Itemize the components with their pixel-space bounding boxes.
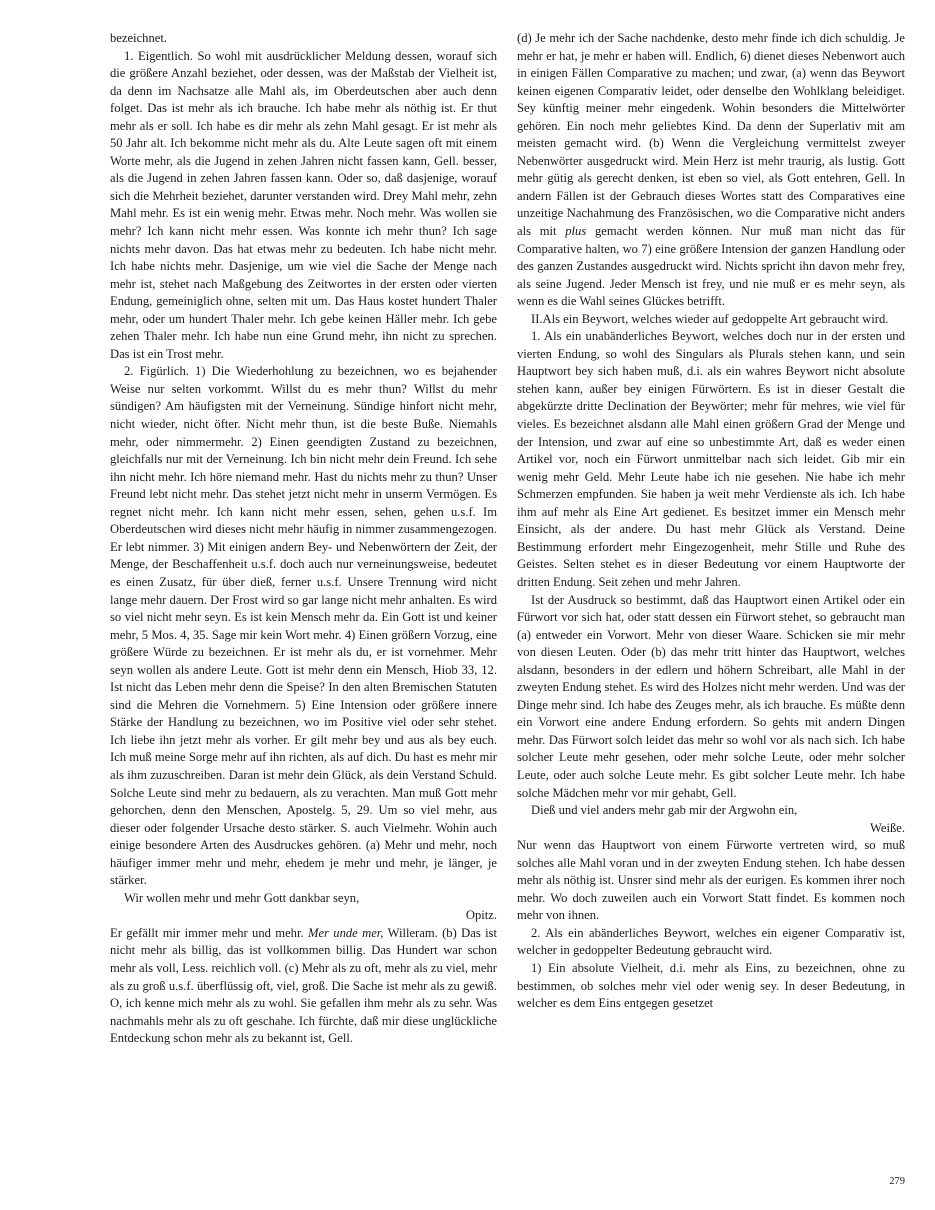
verse-quote: Wir wollen mehr und mehr Gott dankbar seyn, (124, 890, 360, 905)
quote-attribution: Weiße. (869, 820, 905, 835)
paragraph-figuerlich: 2. Figürlich. 1) Die Wiederhohlung zu bezeichnen, wo es bejahender Weise nur selten vorkommt. Willst du es mehr thun? Willst du mehr sündigen? Am häufigsten mit der Verneinung. Sündige hinfort nicht mehr, nicht wieder, nicht öfter. Nicht mehr thun, ist die beste Buße. Niemahls mehr, oder nimmermehr. 2) Einen geendigten Zustand zu bezeichnen, gleichfalls nur mit der Verneinung. Ich bin nicht mehr dein Freund. Ich sehe ihn nicht mehr. Ich höre niemand mehr. Hast du nichts mehr zu thun? Unser Freund lebt nicht mehr. Das stehet jetzt nicht mehr in unserm Vermögen. Es regnet nicht mehr. Ich kann nicht mehr essen, sehen, gehen u.s.f. Im Oberdeutschen wird dieses nicht mehr häufig in nimmer zusammengezogen. Er lebt nimmer. 3) Mit einigen andern Bey- und Nebenwörtern der Zeit, der Menge, der Beschaffenheit u.s.f. doch auch nur verneinungsweise, bedeutet es einen Zusatz, für über dieß, ferner u.s.f. Unsere Trennung wird nicht lange mehr dauern. Der Frost wird so gar lange nicht mehr anhalten. Es wird so viel nicht mehr seyn. Es ist kein Mensch mehr da. Ein Gott ist und keiner mehr, 5 Mos. 4, 35. Sage mir kein Wort mehr. 4) Einen größern Vorzug, eine größere Würde zu bezeichnen. Er ist mehr als du, er ist vornehmer. Mehr seyn wollen als andere Leute. Gott ist mehr denn ein Mensch, Hiob 33, 12. Ist nicht das Leben mehr denn die Speise? In den alten Bremischen Statuten sind die Mehren die Vornehmern. 5) Eine Intension oder größere innere Stärke der Handlung zu bezeichnen, wo im Positive viel oder sehr stehet. Ich liebe ihn jetzt mehr als vorher. Er gilt mehr bey und aus als bey euch. Ich muß meine Sorge mehr auf ihn richten, als auf dich. Du hast es mehr mir als ihm zuzuschreiben. Daran ist mehr dein Glück, als dein Verstand Schuld. Solche Leute sind mehr zu bedauern, als zu verachten. Man muß Gott mehr gehorchen, denn den Menschen, Apostelg. 5, 29. Um so viel mehr, aus dieser oder folgender Ursache desto stärker. S. auch Vielmehr. Wohin auch einige besondere Arten des Ausdruckes gehören. (a) Mehr und mehr, noch häufiger immer mehr und mehr, ehedem je mehr und mehr, je länger, je stärker. (110, 364, 497, 888)
left-column (110, 30, 497, 1048)
paragraph-absolute-vielheit: 1) Ein absolute Vielheit, d.i. mehr als Eins, zu bezeichnen, ohne zu bestimmen, ob solches mehr viel oder wenig sey. In deser Bedeutung, in welcher es dem Eins entgegen gesetzet (517, 960, 905, 1011)
paragraph-abaenderlich: 2. Als ein abänderliches Beywort, welches ein eigener Comparativ ist, welcher in gedoppelter Bedeutung gebraucht wird. (517, 925, 905, 958)
text-run: gemacht werden können. Nur muß man nicht das für Comparative halten, wo 7) eine größere Intension der ganzen Handlung oder des ganzen Zustandes ausgedruckt wird. Nichts spricht ihn davon mehr frey, als seine Jugend. Jeder Mensch ist frey, und nie muß er es mehr seyn, als wenn es die Wahl seines Glückes betrifft. (517, 224, 905, 309)
verse-quote: Dieß und viel anders mehr gab mir der Argwohn ein, (531, 803, 798, 818)
text-run: Er gefällt mir immer mehr und mehr. (110, 925, 308, 940)
italic-term-plus: plus (565, 224, 587, 239)
paragraph-bezeichnet: bezeichnet. (110, 31, 167, 45)
paragraph-unabaenderlich: 1. Als ein unabänderliches Beywort, welches doch nur in der ersten und vierten Endung, so wohl des Singulars als Plurals stehen kann, und sein Hauptwort bey sich haben muß, d.i. als ein wahres Beywort nicht absolute stehen kann, außer bey einigen Fürwörtern. Es ist in dieser Gestalt die abgekürzte dritte Declination der Beywörter; mehr für mehres, wie viel für vieles. Es bezeichnet alsdann alle Mahl einen größern Grad der Menge und der Intension, und zwar auf eine so unbestimmte Art, daß es weder einen Artikel vor, noch ein Fürwort unmittelbar nach sich leidet. Gib mir ein wenig mehr Geld. Mehr Leute habe ich nie gesehen. Nie habe ich mehr Schmerzen empfunden. Sie haben ja weit mehr Verdienste als ich. Ich habe ihm auf mehr als Eine Art gedienet. Es besitzet immer ein Mensch mehr Einsicht, als der andere. Du hast mehr Glück als Verstand. Deine Bestimmung erfordert mehr Eingezogenheit, mehr Stille und Ruhe des Geistes. Selten stehet es in dieser Bedeutung vor einem Hauptworte der dritten Endung. Seit zehen und mehr Jahren. (517, 329, 905, 589)
italic-citation: Mer unde mer, (307, 925, 384, 940)
paragraph-eigentlich: 1. Eigentlich. So wohl mit ausdrücklicher Meldung dessen, worauf sich die größere Anzahl beziehet, oder dessen, was der Maßstab der Vielheit ist, da denn im Nachsatze alle Mahl als, im Oberdeutschen aber auch denn folget. Das ist mehr als ich brauche. Ich habe mehr als nöthig ist. Er thut mehr als er soll. Ich habe es dir mehr als zehn Mahl gesagt. Er ist mehr als 50 Jahr alt. Ich bekomme nicht mehr als du. Alte Leute sagen oft mit einem Worte mehr, als die Jugend in zehen Jahren nicht fassen kann, Gell. besser, als die Jugend in zehen Jahren fassen kann. Oder so, daß dasjenige, worauf sich die Mehrheit beziehet, darunter verstanden wird. Drey Mahl mehr, zehn Mahl mehr. Es ist ein wenig mehr. Etwas mehr. Noch mehr. Was wollen sie mehr? Ich kann nicht mehr essen. Was konnte ich mehr thun? Ich sage nichts mehr davon. Das hat etwas mehr zu bedeuten. Ich habe nicht mehr. Ich habe nichts mehr. Dasjenige, um wie viel die Sache der Menge nach mehr ist, stehet nach Maßgebung des Zeitwortes in der ersten oder vierten Endung, gemeiniglich ohne, selten mit um. Das Haus kostet hundert Thaler mehr, oder um hundert Thaler mehr. Ich gebe keinen Häller mehr. Ich gebe zehen Thaler mehr. Ich habe nun eine Grund mehr, ihn nicht zu sprechen. Das ist ein Trost mehr. (110, 48, 497, 361)
paragraph-fuerworte: Nur wenn das Hauptwort von einem Fürworte vertreten wird, so muß solches alle Mahl voran und in der zweyten Endung stehen. Ich habe dessen mehr als nöthig ist. Unsrer sind mehr als der eurigen. Es kommen ihrer noch mehr. Wo doch zuweilen auch ein Vorwort Statt findet. Es kommen noch mehr von ihnen. (517, 838, 905, 923)
right-column (517, 30, 905, 1013)
page-number: 279 (889, 1176, 905, 1187)
paragraph-section-ii: II.Als ein Beywort, welches wieder auf gedoppelte Art gebraucht wird. (531, 311, 889, 326)
text-run: (d) Je mehr ich der Sache nachdenke, desto mehr finde ich dich schuldig. Je mehr er hat, je mehr er haben will. Endlich, 6) dienet dieses Nebenwort auch in einigen Fällen Comparative zu machen; und zwar, (a) wenn das Beywort keinen eigenen Comparativ leidet, oder denselbe den Wohlklang beleidiget. Sey künftig meiner mehr eingedenk. Wohin besonders die Mittelwörter gehören. Ein noch mehr geliebtes Kind. Da denn der Superlativ mit am meisten gemacht wird. (b) Wenn die Vergleichung vermittelst zweyer Nebenwörter ausgedruckt wird. Mein Herz ist mehr traurig, als lustig. Gott mehr gütig als gerecht denken, ist eben so viel, als Gott entehren, Gell. In andern Fällen ist der Gebrauch dieses Wortes statt des Comparatives eine unzeitige Nachahmung des Französischen, wo die Comparative nicht anders als mit (517, 31, 905, 239)
paragraph-je-mehr (517, 30, 905, 311)
quote-attribution: Opitz. (465, 908, 497, 923)
paragraph-ausdruck-bestimmt: Ist der Ausdruck so bestimmt, daß das Hauptwort einen Artikel oder ein Fürwort vor sich hat, oder statt dessen ein Fürwort stehet, so gebraucht man (a) entweder ein Vorwort. Mehr von dieser Waare. Schicken sie mir mehr von diesen Leuten. Oder (b) das mehr tritt hinter das Hauptwort, welches alsdann, besonders in der edlern und höhern Schreibart, alle Mahl in der zweyten Endung stehet. Es wird des Holzes nicht mehr werden. Und was der Dinge mehr sind. Ich habe des Zeuges mehr, als ich brauche. Es müßte denn ein Vorwort eine andere Endung erfordern. So gehts mit andern Dingen mehr. Das Fürwort solch leidet das mehr so wohl vor als nach sich. Ich habe solcher Leute mehr gesehen, oder mehr solche Leute, oder mehr solcher Leute, oder auch solche Leute mehr. Es gibt solcher Leute mehr. Ich habe solche Mädchen mehr vor mir gehabt, Gell. (517, 592, 905, 800)
paragraph-er-gefaellt (110, 925, 497, 1048)
text-run: Willeram. (b) Das ist nicht mehr als billig, das ist vollkommen billig. Das Hundert war schon mehr als voll, Less. reichlich voll. (c) Mehr als zu oft, mehr als zu viel, mehr als zu groß u.s.f. überflüssig oft, viel, groß. Die Sache ist mehr als zu gewiß. O, ich kenne mich mehr als zu wohl. Sie gefallen ihm mehr als zu sehr. Was nachmahls mehr als zu oft geschahe. Ich fürchte, daß mir diese unglückliche Entdeckung schon mehr als zu bekannt ist, Gell. (110, 925, 497, 1046)
